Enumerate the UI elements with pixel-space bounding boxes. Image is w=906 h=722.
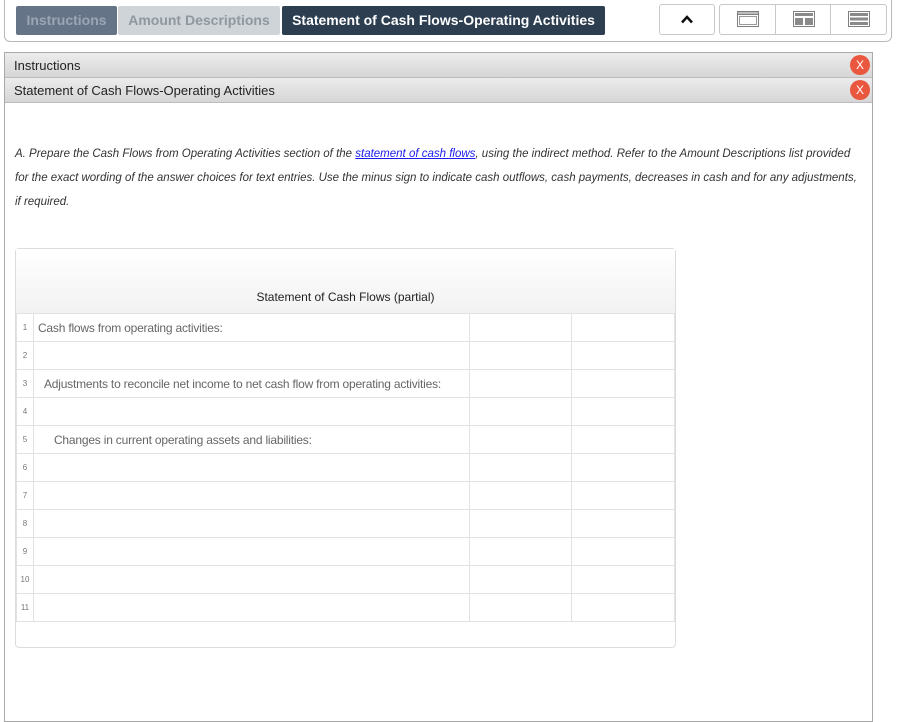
amount-cell[interactable] <box>469 426 572 454</box>
tab-amount-descriptions[interactable]: Amount Descriptions <box>118 6 280 35</box>
table-row <box>17 342 675 370</box>
table-row <box>17 566 675 594</box>
instructions-lead: A. Prepare the Cash Flows from Operating Activities section of the <box>15 148 356 160</box>
amount-cell[interactable] <box>469 342 572 370</box>
total-cell[interactable] <box>572 454 675 482</box>
row-label: Adjustments to reconcile net income to net cash flow from operating activities: <box>43 376 442 391</box>
total-cell[interactable] <box>572 482 675 510</box>
amount-cell[interactable] <box>469 594 572 622</box>
total-cell[interactable] <box>572 314 675 342</box>
row-number: 2 <box>17 342 34 370</box>
worksheet-header <box>16 249 675 313</box>
amount-cell[interactable] <box>469 370 572 398</box>
instructions-text <box>15 142 860 214</box>
close-icon[interactable]: X <box>850 55 870 75</box>
row-label <box>34 461 38 475</box>
amount-cell[interactable] <box>469 566 572 594</box>
amount-cell[interactable] <box>469 398 572 426</box>
section-header-instructions[interactable] <box>5 53 872 78</box>
split-pane-view-icon <box>793 11 815 27</box>
table-row <box>17 510 675 538</box>
list-view-button[interactable] <box>830 5 887 34</box>
description-cell[interactable] <box>33 566 469 594</box>
total-cell[interactable] <box>572 370 675 398</box>
row-number: 7 <box>17 482 34 510</box>
row-label <box>34 349 38 363</box>
description-cell[interactable] <box>33 370 469 398</box>
description-cell[interactable] <box>33 454 469 482</box>
description-cell[interactable] <box>33 342 469 370</box>
description-cell[interactable] <box>33 314 469 342</box>
table-row <box>17 314 675 342</box>
total-cell[interactable] <box>572 538 675 566</box>
section-title: Statement of Cash Flows-Operating Activities <box>14 83 275 98</box>
row-label <box>34 545 38 559</box>
single-pane-view-button[interactable] <box>720 5 776 34</box>
worksheet-title: Statement of Cash Flows (partial) <box>256 290 435 304</box>
row-number: 3 <box>17 370 34 398</box>
amount-cell[interactable] <box>469 510 572 538</box>
worksheet <box>15 248 676 648</box>
row-number: 4 <box>17 398 34 426</box>
total-cell[interactable] <box>572 510 675 538</box>
total-cell[interactable] <box>572 342 675 370</box>
content-panel <box>4 52 873 722</box>
table-row <box>17 370 675 398</box>
amount-cell[interactable] <box>469 482 572 510</box>
collapse-button[interactable] <box>659 4 715 35</box>
row-number: 10 <box>17 566 34 594</box>
row-number: 8 <box>17 510 34 538</box>
description-cell[interactable] <box>33 538 469 566</box>
table-row <box>17 398 675 426</box>
row-number: 11 <box>17 594 34 622</box>
description-cell[interactable] <box>33 594 469 622</box>
section-title: Instructions <box>14 58 81 73</box>
description-cell[interactable] <box>33 510 469 538</box>
tab-bar <box>4 0 892 42</box>
list-view-icon <box>848 11 870 27</box>
row-label: Changes in current operating assets and liabilities: <box>53 432 312 447</box>
row-number: 9 <box>17 538 34 566</box>
row-number: 6 <box>17 454 34 482</box>
split-pane-view-button[interactable] <box>775 5 832 34</box>
row-label <box>34 489 38 503</box>
row-number: 1 <box>17 314 34 342</box>
description-cell[interactable] <box>33 482 469 510</box>
chevron-up-icon <box>681 15 693 24</box>
row-label <box>34 601 38 615</box>
view-toggle-group <box>719 4 887 35</box>
row-number: 5 <box>17 426 34 454</box>
row-label <box>34 517 38 531</box>
tab-instructions[interactable]: Instructions <box>16 6 117 35</box>
table-row <box>17 482 675 510</box>
description-cell[interactable] <box>33 426 469 454</box>
total-cell[interactable] <box>572 426 675 454</box>
amount-cell[interactable] <box>469 454 572 482</box>
total-cell[interactable] <box>572 594 675 622</box>
row-label <box>34 573 38 587</box>
total-cell[interactable] <box>572 566 675 594</box>
description-cell[interactable] <box>33 398 469 426</box>
close-icon[interactable]: X <box>850 80 870 100</box>
table-row <box>17 538 675 566</box>
single-pane-view-icon <box>737 11 759 27</box>
table-row <box>17 454 675 482</box>
amount-cell[interactable] <box>469 314 572 342</box>
amount-cell[interactable] <box>469 538 572 566</box>
section-header-statement[interactable] <box>5 78 872 103</box>
row-label <box>34 405 38 419</box>
statement-of-cash-flows-link[interactable]: statement of cash flows <box>355 148 476 160</box>
total-cell[interactable] <box>572 398 675 426</box>
table-row <box>17 594 675 622</box>
tab-statement-of-cash-flows[interactable]: Statement of Cash Flows-Operating Activities <box>282 6 605 35</box>
instructions-rest: , using the indirect method. Refer to the Amount Descriptions list provided for the exact wording of the answer choices for text entries. Use the minus sign to indicate cash outflows, cash payments, decreases in cash and for any adjustments, if required. <box>15 148 857 208</box>
row-label: Cash flows from operating activities: <box>37 320 223 335</box>
worksheet-grid <box>16 313 675 622</box>
table-row <box>17 426 675 454</box>
